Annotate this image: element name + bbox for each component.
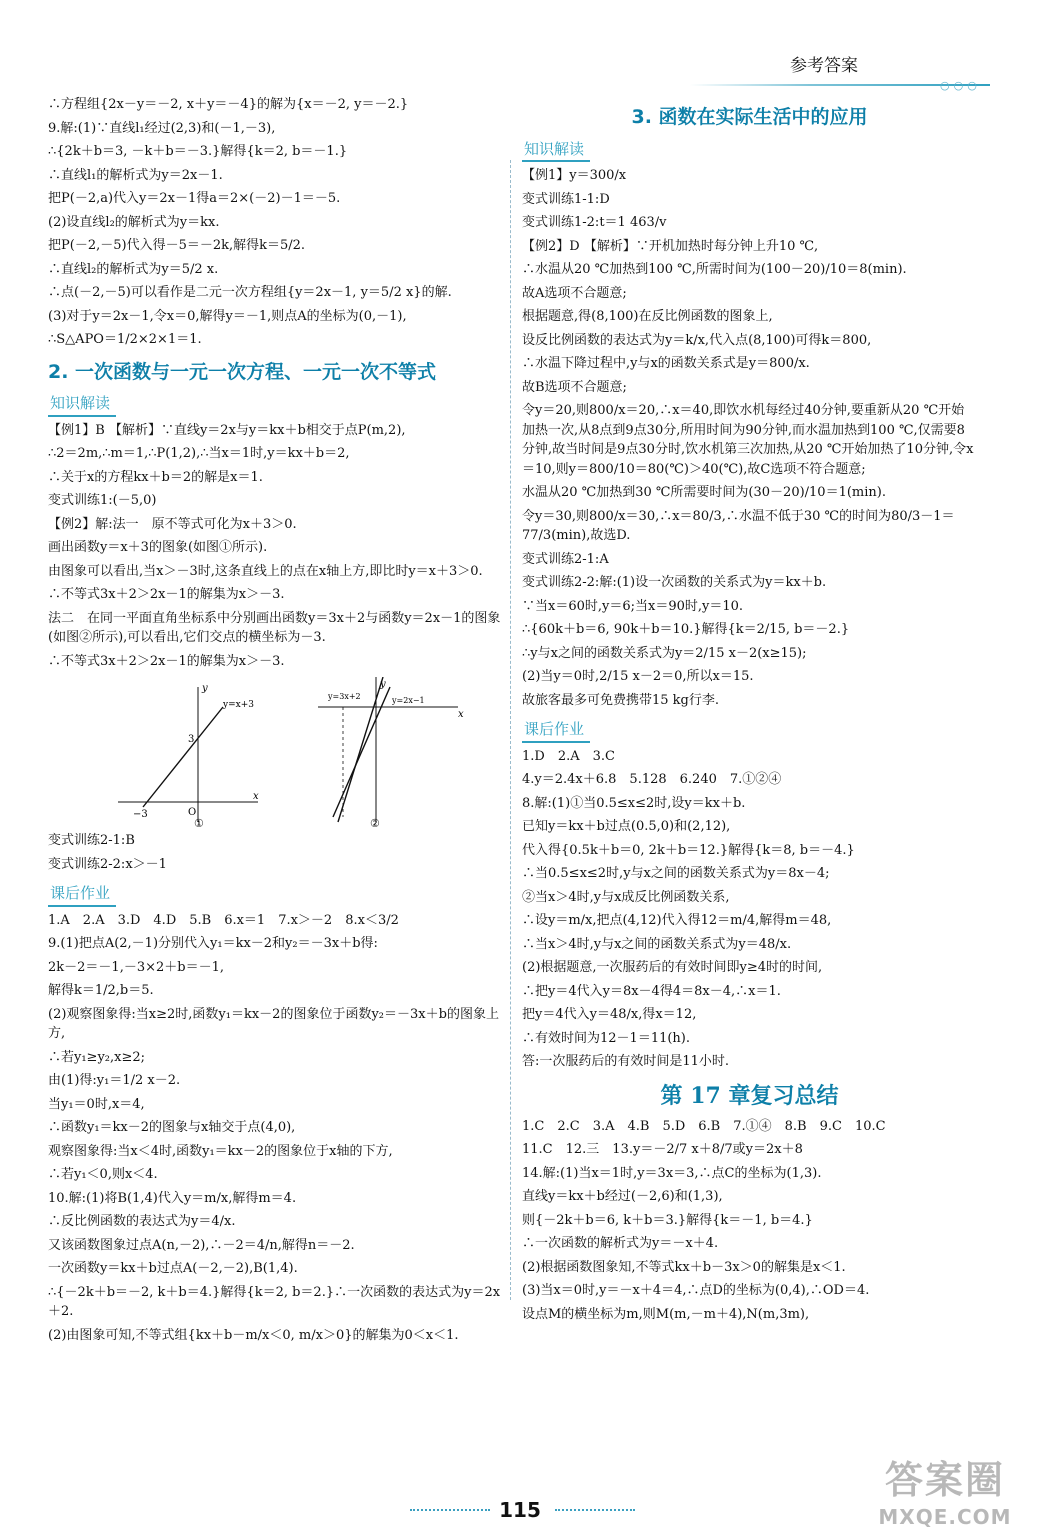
left-line: (2)由图象可知,不等式组{kx＋b－m/x＜0, m/x＞0}的解集为0＜x＜1. [48,1327,459,1343]
right-line: 故旅客最多可免费携带15 kg行李. [522,692,720,708]
right-line: ∵当x＝60时,y＝6;当x＝90时,y＝10. [522,598,744,614]
right-line: ∴水温下降过程中,y与x的函数关系式是y＝800/x. [522,356,810,371]
left-line: 变式训练2-1:B [48,833,135,848]
left-line: 法二 在同一平面直角坐标系中分别画出函数y＝3x＋2与函数y＝2x－1的图象(如图②所示),可以看出,它们交点的横坐标为－3. [48,610,501,645]
left-line: 2k－2＝－1,－3×2＋b＝－1, [48,959,224,975]
graph-1-origin: O [188,807,197,818]
left-line: ∴若y₁＜0,则x＜4. [48,1167,158,1182]
left-line: (2)设直线l₂的解析式为y＝kx. [48,214,220,230]
left-line: ∴反比例函数的表达式为y＝4/x. [48,1214,236,1229]
graph-2-caption: ② [370,817,380,827]
right-line: 11.C 12.三 13.y＝－2/7 x＋8/7或y＝2x＋8 [522,1142,803,1157]
left-line: 观察图象得:当x＜4时,函数y₁＝kx－2的图象位于x轴的下方, [48,1143,393,1159]
left-line: ∴关于x的方程kx＋b＝2的解是x＝1. [48,469,263,485]
right-line: 变式训练2-1:A [522,551,609,567]
right-line: 设反比例函数的表达式为y＝k/x,代入点(8,100)可得k＝800, [522,332,872,348]
right-line: ∴当0.5≤x≤2时,y与x之间的函数关系式为y＝8x－4; [522,866,830,881]
right-line: ∴y与x之间的函数关系式为y＝2/15 x－2(x≥15); [522,645,807,661]
left-line: ∴函数y₁＝kx－2的图象与x轴交于点(4,0), [48,1120,296,1135]
right-line: 已知y＝kx＋b过点(0.5,0)和(2,12), [522,819,731,834]
right-line: 令y＝20,则800/x＝20,∴x＝40,即饮水机每经过40分钟,要重新从20 ℃开始加热一次,从8点到9点30分,所用时间为90分钟,而水温加热到100 ℃,仅需要8分钟,故当时间是9点30分时,饮水机第三次加热,从20 ℃开始加热了10分钟,令x＝10,则y＝800/10＝80(℃)＞40(℃),故C选项不符合题意; [522,403,974,477]
left-line: (2)观察图象得:当x≥2时,函数y₁＝kx－2的图象位于函数y₂＝－3x＋b的图象上方, [48,1006,499,1041]
left-line: 又该函数图象过点A(n,－2),∴－2＝4/n,解得n＝－2. [48,1237,355,1253]
left-line: (3)对于y＝2x－1,令x＝0,解得y＝－1,则点A的坐标为(0,－1), [48,308,407,324]
left-line: 变式训练1:(－5,0) [48,493,157,508]
right-line: ∴{60k＋b＝6, 90k＋b＝10.}解得{k＝2/15, b＝－2.} [522,622,850,637]
graph-2 [308,677,478,827]
graph-1-tick-3: 3 [188,734,195,745]
left-line: ∴S△APO＝1/2×2×1＝1. [48,332,202,347]
left-line: 画出函数y＝x＋3的图象(如图①所示). [48,540,268,555]
left-line: ∴不等式3x＋2＞2x－1的解集为x＞－3. [48,587,285,602]
right-line: ∴有效时间为12－1＝11(h). [522,1030,691,1046]
section-2-tag: 知识解读 [48,392,116,417]
right-line: 1.D 2.A 3.C [522,748,615,764]
left-line: ∴{2k＋b＝3, －k＋b＝－3.}解得{k＝2, b＝－1.} [48,144,348,159]
right-line: (2)当y＝0时,2/15 x－2＝0,所以x＝15. [522,669,754,684]
header-title: 参考答案 [790,56,858,76]
right-line: 【例2】D 【解析】∵开机加热时每分钟上升10 ℃, [522,238,819,254]
graph-2-label-b: y=2x−1 [392,696,425,705]
right-line: (2)根据题意,一次服药后的有效时间即y≥4时的时间, [522,960,823,975]
right-line: 代入得{0.5k＋b＝0, 2k＋b＝12.}解得{k＝8, b＝－4.} [522,842,855,858]
right-line: 故A选项不合题意; [522,285,627,301]
chapter-review-title: 第 17 章复习总结 [660,1082,839,1109]
graph-2-label-a: y=3x+2 [328,692,361,701]
right-line: 直线y＝kx＋b经过(－2,6)和(1,3), [522,1189,723,1204]
graph-2-x-label: x [458,709,464,720]
left-column [48,95,503,1349]
left-line: 【例2】解:法一 原不等式可化为x＋3＞0. [48,516,297,532]
right-line: 1.C 2.C 3.A 4.B 5.D 6.B 7.①④ 8.B 9.C 10.C [522,1118,886,1134]
graph-1-line [143,707,223,807]
page-number-bar-right [555,1509,635,1511]
section-3-title: 3. 函数在实际生活中的应用 [631,106,868,128]
left-line: ∴点(－2,－5)可以看作是二元一次方程组{y＝2x－1, y＝5/2 x}的解. [48,285,452,300]
right-line: 令y＝30,则800/x＝30,∴x＝80/3,∴水温不低于30 ℃的时间为80/3－1＝77/3(min),故选D. [522,508,955,543]
right-line: ∴水温从20 ℃加热到100 ℃,所需时间为(100－20)/10＝8(min). [522,262,907,277]
left-homework-tag: 课后作业 [48,882,116,907]
left-line: 1.A 2.A 3.D 4.D 5.B 6.x＝1 7.x＞－2 8.x＜3/2 [48,912,399,928]
right-line: 答:一次服药后的有效时间是11小时. [522,1054,730,1069]
left-line: 【例1】B 【解析】∵直线y＝2x与y＝kx＋b相交于点P(m,2), [48,422,406,438]
left-line: 9.解:(1)∵直线l₁经过(2,3)和(－1,－3), [48,120,276,136]
right-line: 水温从20 ℃加热到30 ℃所需要时间为(30－20)/10＝1(min). [522,485,886,500]
right-line: 故B选项不合题意; [522,379,627,395]
right-line: (3)当x＝0时,y＝－x＋4＝4,∴点D的坐标为(0,4),∴OD＝4. [522,1283,870,1298]
graph-2-y-label: y [380,679,386,690]
graph-1-y-label: y [202,683,208,694]
right-line: ∴设y＝m/x,把点(4,12)代入得12＝m/4,解得m＝48, [522,913,832,928]
right-line: ②当x＞4时,y与x成反比例函数关系, [522,889,730,905]
left-line: 一次函数y＝kx＋b过点A(－2,－2),B(1,4). [48,1261,298,1276]
right-line: 变式训练1-2:t＝1 463/v [522,215,667,230]
left-line: ∴直线l₁的解析式为y＝2x－1. [48,167,223,183]
graph-1-x-label: x [253,791,259,802]
right-line: 14.解:(1)当x＝1时,y＝3x＝3,∴点C的坐标为(1,3). [522,1165,822,1181]
right-line: ∴把y＝4代入y＝8x－4得4＝8x－4,∴x＝1. [522,983,781,999]
right-line: 4.y＝2.4x＋6.8 5.128 6.240 7.①②④ [522,772,782,787]
left-line: 把P(－2,a)代入y＝2x－1得a＝2×(－2)－1＝－5. [48,191,341,206]
left-line: 9.(1)把点A(2,－1)分别代入y₁＝kx－2和y₂＝－3x＋b得: [48,936,378,951]
graph-1-tick-neg3: −3 [133,809,148,820]
page-number: 115 [499,1498,541,1522]
watermark-main: 答案圈 [884,1458,1005,1502]
right-line: 8.解:(1)①当0.5≤x≤2时,设y＝kx＋b. [522,795,746,811]
watermark [870,1460,1020,1532]
right-line: 设点M的横坐标为m,则M(m,－m＋4),N(m,3m), [522,1306,810,1322]
right-column [522,95,977,1328]
header-decor-dots: ○○○ [940,79,981,92]
left-line: ∴若y₁≥y₂,x≥2; [48,1049,146,1065]
left-line: ∴2＝2m,∴m＝1,∴P(1,2),∴当x＝1时,y＝kx＋b＝2, [48,446,350,461]
left-line: 解得k＝1/2,b＝5. [48,983,154,998]
left-line: ∴直线l₂的解析式为y＝5/2 x. [48,261,219,277]
page-number-bar-left [410,1509,490,1511]
right-line: 变式训练2-2:解:(1)设一次函数的关系式为y＝kx＋b. [522,575,827,590]
right-line: 变式训练1-1:D [522,191,610,207]
right-line: 根据题意,得(8,100)在反比例函数的图象上, [522,309,773,324]
left-line: 变式训练2-2:x＞－1 [48,856,167,872]
section-3-tag: 知识解读 [522,138,590,163]
right-line: ∴当x＞4时,y与x之间的函数关系式为y＝48/x. [522,936,792,952]
column-divider [510,160,511,1300]
graph-1 [108,677,268,827]
right-line: 【例1】y＝300/x [522,168,627,183]
left-line: 由(1)得:y₁＝1/2 x－2. [48,1073,181,1088]
right-line: ∴一次函数的解析式为y＝－x＋4. [522,1236,719,1251]
right-homework-tag: 课后作业 [522,718,590,743]
left-line: 把P(－2,－5)代入得－5＝－2k,解得k＝5/2. [48,238,306,253]
graph-figures [48,677,503,827]
left-line: ∴方程组{2x－y＝－2, x＋y＝－4}的解为{x＝－2, y＝－2.} [48,97,409,112]
graph-1-line-label: y=x+3 [223,700,254,710]
left-line: ∴不等式3x＋2＞2x－1的解集为x＞－3. [48,653,285,669]
right-line: 则{－2k＋b＝6, k＋b＝3.}解得{k＝－1, b＝4.} [522,1212,813,1228]
left-line: 10.解:(1)将B(1,4)代入y＝m/x,解得m＝4. [48,1190,297,1206]
graph-1-caption: ① [194,817,204,827]
section-2-title: 2. 一次函数与一元一次方程、一元一次不等式 [48,360,437,383]
right-line: (2)根据函数图象知,不等式kx＋b－3x＞0的解集是x＜1. [522,1259,846,1275]
left-line: 当y₁＝0时,x＝4, [48,1096,145,1112]
left-line: 由图象可以看出,当x＞－3时,这条直线上的点在x轴上方,即比时y＝x＋3＞0. [48,563,483,579]
left-line: ∴{－2k＋b＝－2, k＋b＝4.}解得{k＝2, b＝2.}∴一次函数的表达式为y＝2x＋2. [48,1284,501,1319]
watermark-sub: MXQE.COM [878,1504,1012,1529]
right-line: 把y＝4代入y＝48/x,得x＝12, [522,1007,697,1022]
